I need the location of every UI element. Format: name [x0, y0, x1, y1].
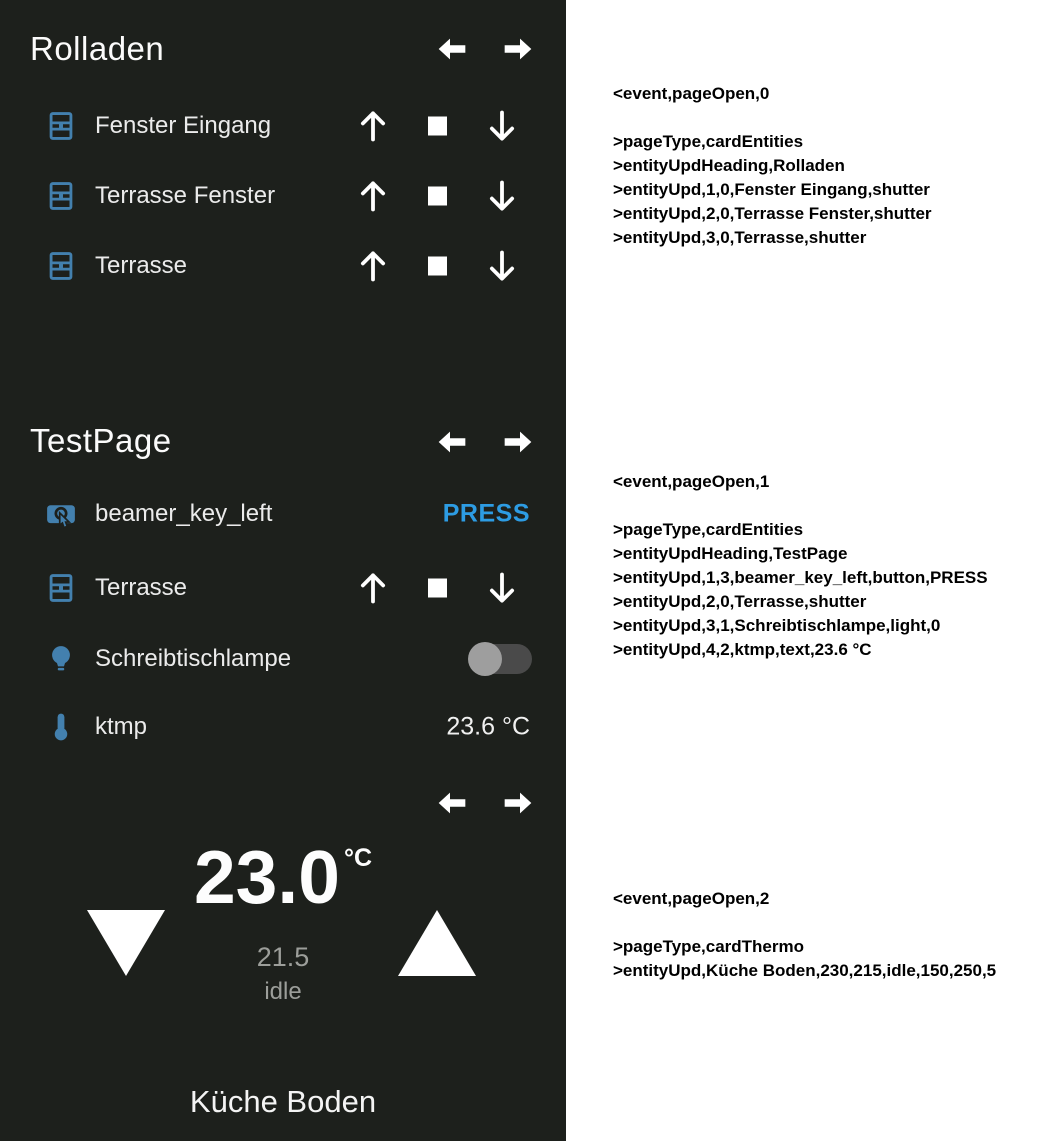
arrow-left-bold-icon[interactable]	[433, 33, 471, 65]
light-toggle[interactable]	[470, 644, 532, 674]
arrow-up-icon	[354, 247, 392, 285]
log-block	[613, 887, 996, 983]
log-gap	[613, 494, 988, 518]
entity-label: Terrasse Fenster	[95, 182, 276, 209]
entity-label: Terrasse	[95, 252, 188, 279]
log-line: >entityUpd,Küche Boden,230,215,idle,150,250,5	[613, 961, 997, 980]
log-line: >entityUpd,3,0,Terrasse,shutter	[613, 228, 867, 247]
log-line: >entityUpd,1,0,Fenster Eingang,shutter	[613, 180, 930, 199]
arrow-up-icon	[354, 107, 392, 145]
current-temperature	[0, 835, 566, 919]
thermo-name: Küche Boden	[189, 1084, 377, 1119]
window-shutter-icon	[44, 109, 78, 143]
entity-label: Fenster Eingang	[95, 112, 272, 139]
temp-up-button[interactable]	[396, 908, 478, 978]
arrow-up-icon	[354, 177, 392, 215]
shutter-down-button[interactable]	[483, 107, 521, 145]
shutter-up-button[interactable]	[354, 107, 392, 145]
log-gap	[613, 911, 996, 935]
entity-row	[0, 102, 566, 150]
shutter-up-button[interactable]	[354, 247, 392, 285]
log-line: >entityUpdHeading,Rolladen	[613, 156, 845, 175]
entity-row	[0, 242, 566, 290]
shutter-down-button[interactable]	[483, 247, 521, 285]
page-heading: Rolladen	[30, 30, 165, 67]
entity-label: beamer_key_left	[95, 500, 273, 527]
arrow-right-bold-icon[interactable]	[499, 33, 537, 65]
arrow-left-bold-icon[interactable]	[433, 787, 471, 819]
arrow-up-icon	[354, 569, 392, 607]
temp-unit: °C	[343, 844, 373, 872]
window-shutter-icon	[44, 571, 78, 605]
entity-row	[0, 564, 566, 612]
log-gap	[613, 106, 932, 130]
toggle-knob	[468, 642, 502, 676]
arrow-down-icon	[483, 177, 521, 215]
log-line: >pageType,cardEntities	[613, 132, 804, 151]
entity-row	[0, 490, 566, 538]
log-line: >entityUpd,2,0,Terrasse,shutter	[613, 592, 867, 611]
page-heading: TestPage	[30, 422, 172, 459]
shutter-down-button[interactable]	[483, 177, 521, 215]
entity-row	[0, 635, 566, 683]
log-line: >pageType,cardEntities	[613, 520, 804, 539]
log-line: >entityUpdHeading,TestPage	[613, 544, 848, 563]
arrow-down-icon	[483, 107, 521, 145]
thermometer-icon	[44, 710, 78, 744]
page-nav	[433, 426, 543, 458]
shutter-stop-button[interactable]	[428, 579, 447, 598]
arrow-down-icon	[483, 247, 521, 285]
arrow-right-bold-icon[interactable]	[499, 787, 537, 819]
entity-label: Terrasse	[95, 574, 188, 601]
page-nav	[433, 33, 543, 65]
triangle-down-icon	[85, 908, 167, 978]
entity-label: Schreibtischlampe	[95, 645, 292, 672]
triangle-up-icon	[396, 908, 478, 978]
shutter-down-button[interactable]	[483, 569, 521, 607]
log-line: >pageType,cardThermo	[613, 937, 804, 956]
log-block	[613, 82, 932, 250]
log-event-line: <event,pageOpen,1	[613, 472, 770, 491]
shutter-stop-button[interactable]	[428, 117, 447, 136]
log-event-line: <event,pageOpen,0	[613, 84, 770, 103]
window-shutter-icon	[44, 249, 78, 283]
log-line: >entityUpd,1,3,beamer_key_left,button,PRESS	[613, 568, 988, 587]
log-block	[613, 470, 988, 662]
gesture-tap-button-icon	[44, 497, 78, 531]
temp-down-button[interactable]	[85, 908, 167, 978]
entity-row	[0, 703, 566, 751]
press-button[interactable]: PRESS	[442, 499, 530, 528]
page-nav	[433, 787, 543, 819]
arrow-right-bold-icon[interactable]	[499, 426, 537, 458]
shutter-up-button[interactable]	[354, 569, 392, 607]
log-line: >entityUpd,2,0,Terrasse Fenster,shutter	[613, 204, 932, 223]
window-shutter-icon	[44, 179, 78, 213]
shutter-stop-button[interactable]	[428, 257, 447, 276]
text-value: 23.6 °C	[446, 712, 530, 741]
entity-label: ktmp	[95, 713, 148, 740]
arrow-down-icon	[483, 569, 521, 607]
thermo-state: idle	[264, 978, 302, 1005]
lightbulb-icon	[44, 642, 78, 676]
log-line: >entityUpd,4,2,ktmp,text,23.6 °C	[613, 640, 872, 659]
shutter-up-button[interactable]	[354, 177, 392, 215]
arrow-left-bold-icon[interactable]	[433, 426, 471, 458]
temp-target-value: 21.5	[256, 942, 310, 972]
log-line: >entityUpd,3,1,Schreibtischlampe,light,0	[613, 616, 941, 635]
temp-current-value: 23.0	[193, 835, 340, 919]
entity-row	[0, 172, 566, 220]
shutter-stop-button[interactable]	[428, 187, 447, 206]
log-event-line: <event,pageOpen,2	[613, 889, 770, 908]
